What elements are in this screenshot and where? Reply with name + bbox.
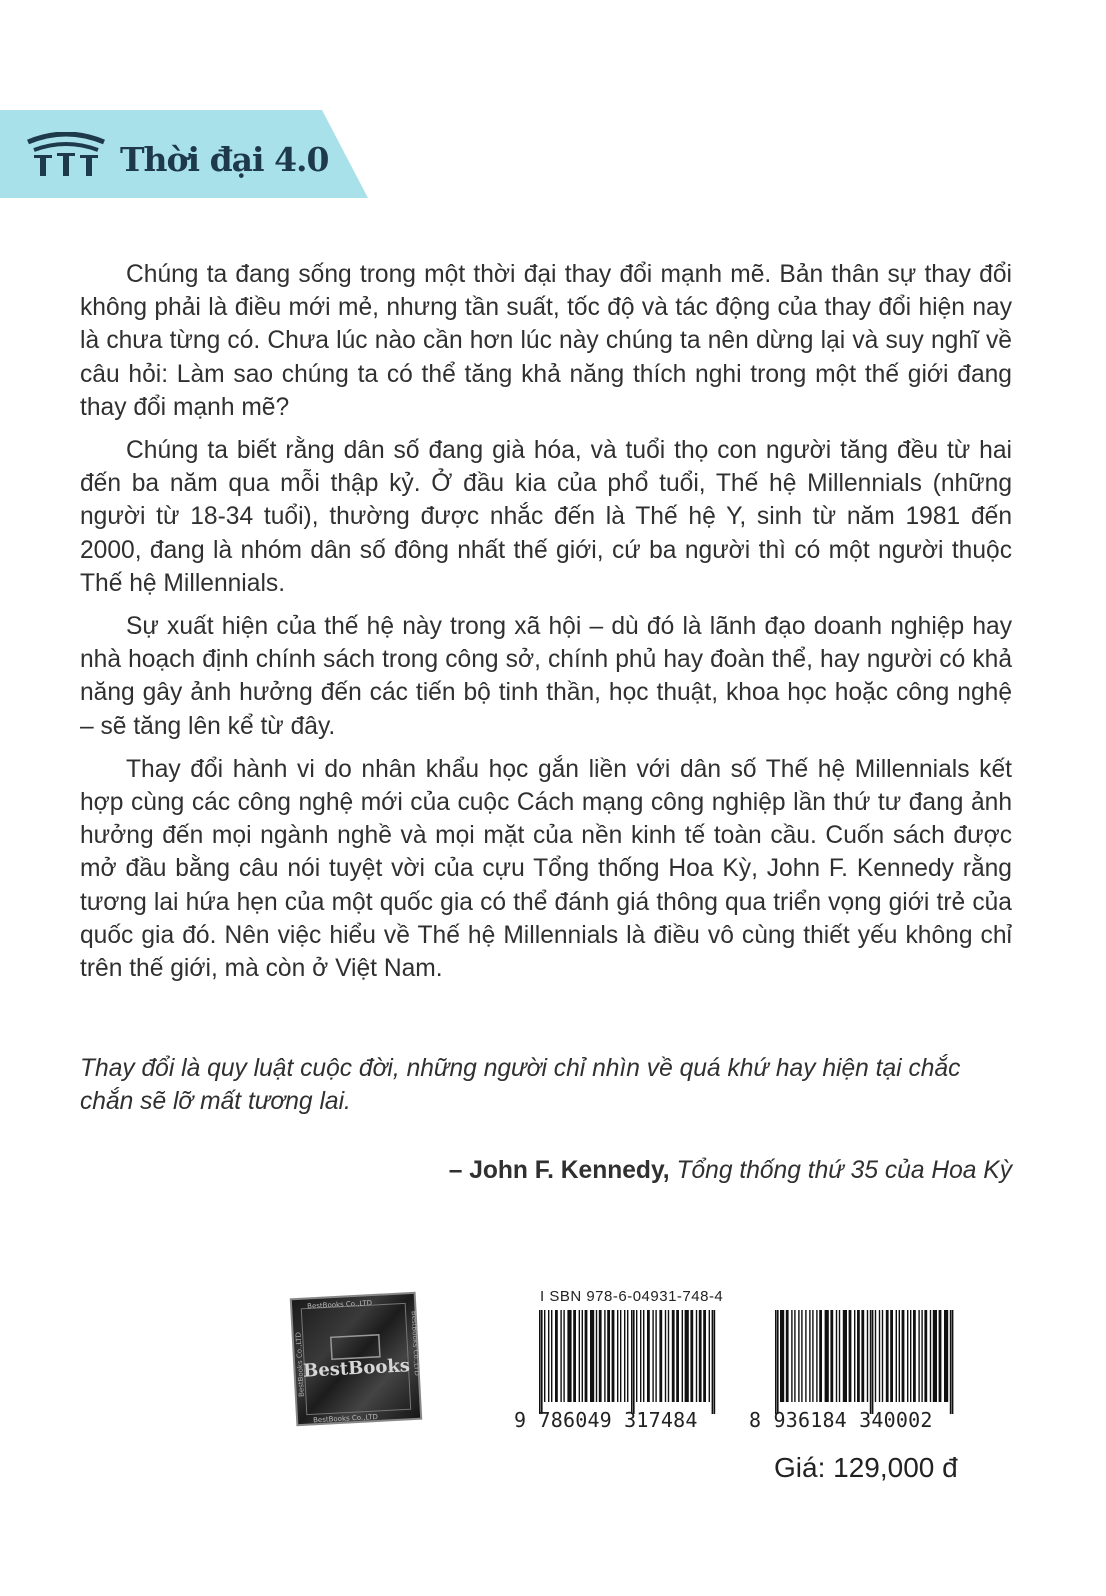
description-body	[80, 258, 1012, 995]
hologram-stamp-icon	[289, 1291, 424, 1428]
price-label: Giá: 129,000 đ	[774, 1452, 958, 1483]
quote-author: – John F. Kennedy,	[448, 1157, 670, 1184]
svg-text:BestBooks Co.,LTD: BestBooks Co.,LTD	[294, 1331, 306, 1398]
series-title: Thời đại 4.0	[120, 140, 329, 179]
paragraph: Chúng ta biết rằng dân số đang già hóa, và tuổi thọ con người tăng đều từ hai đến ba năm qua mỗi thập kỷ. Ở đầu kia của phổ tuổi, Thế hệ Millennials (những người từ 18-34 tuổi), thường được nhắc đến là Thế hệ Y, sinh từ năm 1981 đến 2000, đang là nhóm dân số đông nhất thế giới, cứ ba người thì có một người thuộc Thế hệ Millennials.	[80, 437, 1012, 597]
building-columns-icon	[24, 132, 108, 180]
quote-author-role: Tổng thống thứ 35 của Hoa Kỳ	[669, 1157, 1012, 1184]
isbn-barcode-digits: 9 786049 317484	[514, 1408, 698, 1432]
svg-text:BestBooks Co.,LTD: BestBooks Co.,LTD	[409, 1310, 421, 1376]
svg-text:BestBooks: BestBooks	[302, 1355, 411, 1382]
quote-text: Thay đổi là quy luật cuộc đời, những người chỉ nhìn về quá khứ hay hiện tại chắc chắn sẽ lỡ mất tương lai.	[80, 1055, 961, 1115]
price-barcode-digits: 8 936184 340002	[749, 1408, 933, 1432]
svg-text:BestBooks Co.,LTD: BestBooks Co.,LTD	[312, 1412, 379, 1425]
paragraph: Thay đổi hành vi do nhân khẩu học gắn liền với dân số Thế hệ Millennials kết hợp cùng các công nghệ mới của cuộc Cách mạng công nghiệp lần thứ tư đang ảnh hưởng đến mọi ngành nghề và mọi mặt của nền kinh tế toàn cầu. Cuốn sách được mở đầu bằng câu nói tuyệt vời của cựu Tổng thống Hoa Kỳ, John F. Kennedy rằng tương lai hứa hẹn của một quốc gia có thể đánh giá thông qua triển vọng giới trẻ của quốc gia đó. Nên việc hiểu về Thế hệ Millennials là điều vô cùng thiết yếu không chỉ trên thế giới, mà còn ở Việt Nam.	[80, 755, 1012, 983]
svg-text:BestBooks Co.,LTD: BestBooks Co.,LTD	[306, 1299, 373, 1311]
paragraph: Sự xuất hiện của thế hệ này trong xã hội – dù đó là lãnh đạo doanh nghiệp hay nhà hoạch định chính sách trong công sở, chính phủ hay đoàn thể, hay người có khả năng gây ảnh hưởng đến các tiến bộ tinh thần, học thuật, khoa học hoặc công nghệ – sẽ tăng lên kể từ đây.	[80, 613, 1012, 740]
isbn-barcode	[537, 1310, 733, 1414]
price-barcode	[773, 1310, 969, 1414]
isbn-label: I SBN 978-6-04931-748-4	[540, 1288, 724, 1305]
paragraph: Chúng ta đang sống trong một thời đại thay đổi mạnh mẽ. Bản thân sự thay đổi không phải là điều mới mẻ, nhưng tần suất, tốc độ và tác động của thay đổi hiện nay là chưa từng có. Chưa lúc nào cần hơn lúc này chúng ta nên dừng lại và suy nghĩ về câu hỏi: Làm sao chúng ta có thể tăng khả năng thích nghi trong một thế giới đang thay đổi mạnh mẽ?	[80, 261, 1012, 421]
quote-attribution	[449, 1157, 1012, 1185]
